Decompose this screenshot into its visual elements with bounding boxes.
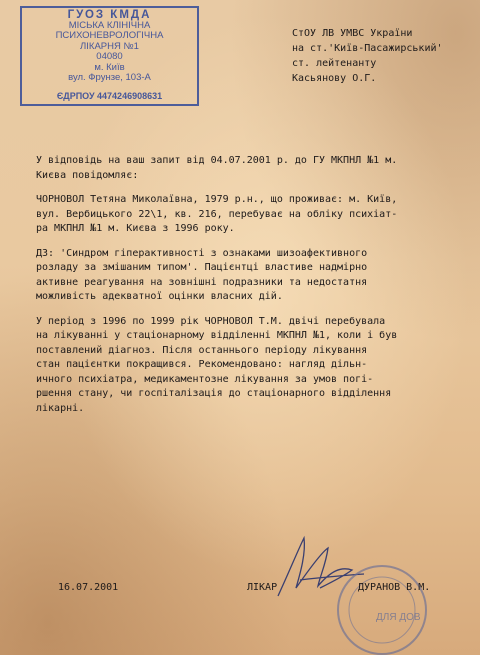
paragraph-intro: У відповідь на ваш запит від 04.07.2001 р. до ГУ МКПНЛ №1 м. Києва повідомляє: xyxy=(36,155,398,181)
stamp-line-4: ЛІКАРНЯ №1 xyxy=(80,40,139,52)
letter-body xyxy=(36,154,464,426)
recipient-line-4: Касьянову О.Г. xyxy=(292,73,377,84)
stamp-line-3: ПСИХОНЕВРОЛОГІЧНА xyxy=(55,30,164,41)
recipient-line-1: СтОУ ЛВ УМВС України xyxy=(292,28,413,39)
stamp-line-7: вул. Фрунзе, 103-А xyxy=(68,72,151,83)
recipient-line-2: на ст.'Київ-Пасажирський' xyxy=(292,43,443,54)
recipient-line-3: ст. лейтенанту xyxy=(292,58,377,69)
round-stamp xyxy=(332,560,432,655)
stamp-line-5: 04080 xyxy=(96,51,123,62)
signature-name: ДУРАНОВ В.М. xyxy=(358,582,431,593)
signature-date: 16.07.2001 xyxy=(58,582,119,593)
paragraph-patient: ЧОРНОВОЛ Тетяна Миколаївна, 1979 р.н., що проживає: м. Київ, вул. Вербицького 22\1, кв. 216, перебуває на обліку психіат- ра МКПНЛ №1 м. Києва з 1996 року. xyxy=(36,194,398,234)
stamp-edrpou: ЄДРПОУ 4474246908631 xyxy=(56,90,163,101)
recipient-block xyxy=(292,26,474,86)
stamp-line-6: м. Київ xyxy=(94,61,125,73)
hospital-stamp xyxy=(20,6,199,106)
stamp-line-2: МІСЬКА КЛІНІЧНА xyxy=(68,19,151,31)
paragraph-diagnosis: ДЗ: 'Синдром гіперактивності з ознаками шизоафективного розладу за змішаним типом'. Пацієнтці властиве надмірно активне реагування на зовнішні подразники та недостатня можливість адекватної оцінки власних дій. xyxy=(36,247,368,302)
stamp-line-1: ГУОЗ КМДА xyxy=(67,9,152,21)
signature-role: ЛІКАР xyxy=(247,582,278,593)
paragraph-history: У період з 1996 по 1999 рік ЧОРНОВОЛ Т.М. двічі перебувала на лікуванні у стаціонарному відділенні МКПНЛ №1, коли і був поставлений діагноз. Після останнього періоду лікування стан пацієнтки покращився. Рекомендовано: нагляд дільн- ичного психіатра, медикаментозне лікування за умов погі- ршення стану, чи госпіталізація до стаціонарного відділення лікарні. xyxy=(36,315,398,414)
round-stamp-text: ДЛЯ ДОВ xyxy=(376,612,421,623)
